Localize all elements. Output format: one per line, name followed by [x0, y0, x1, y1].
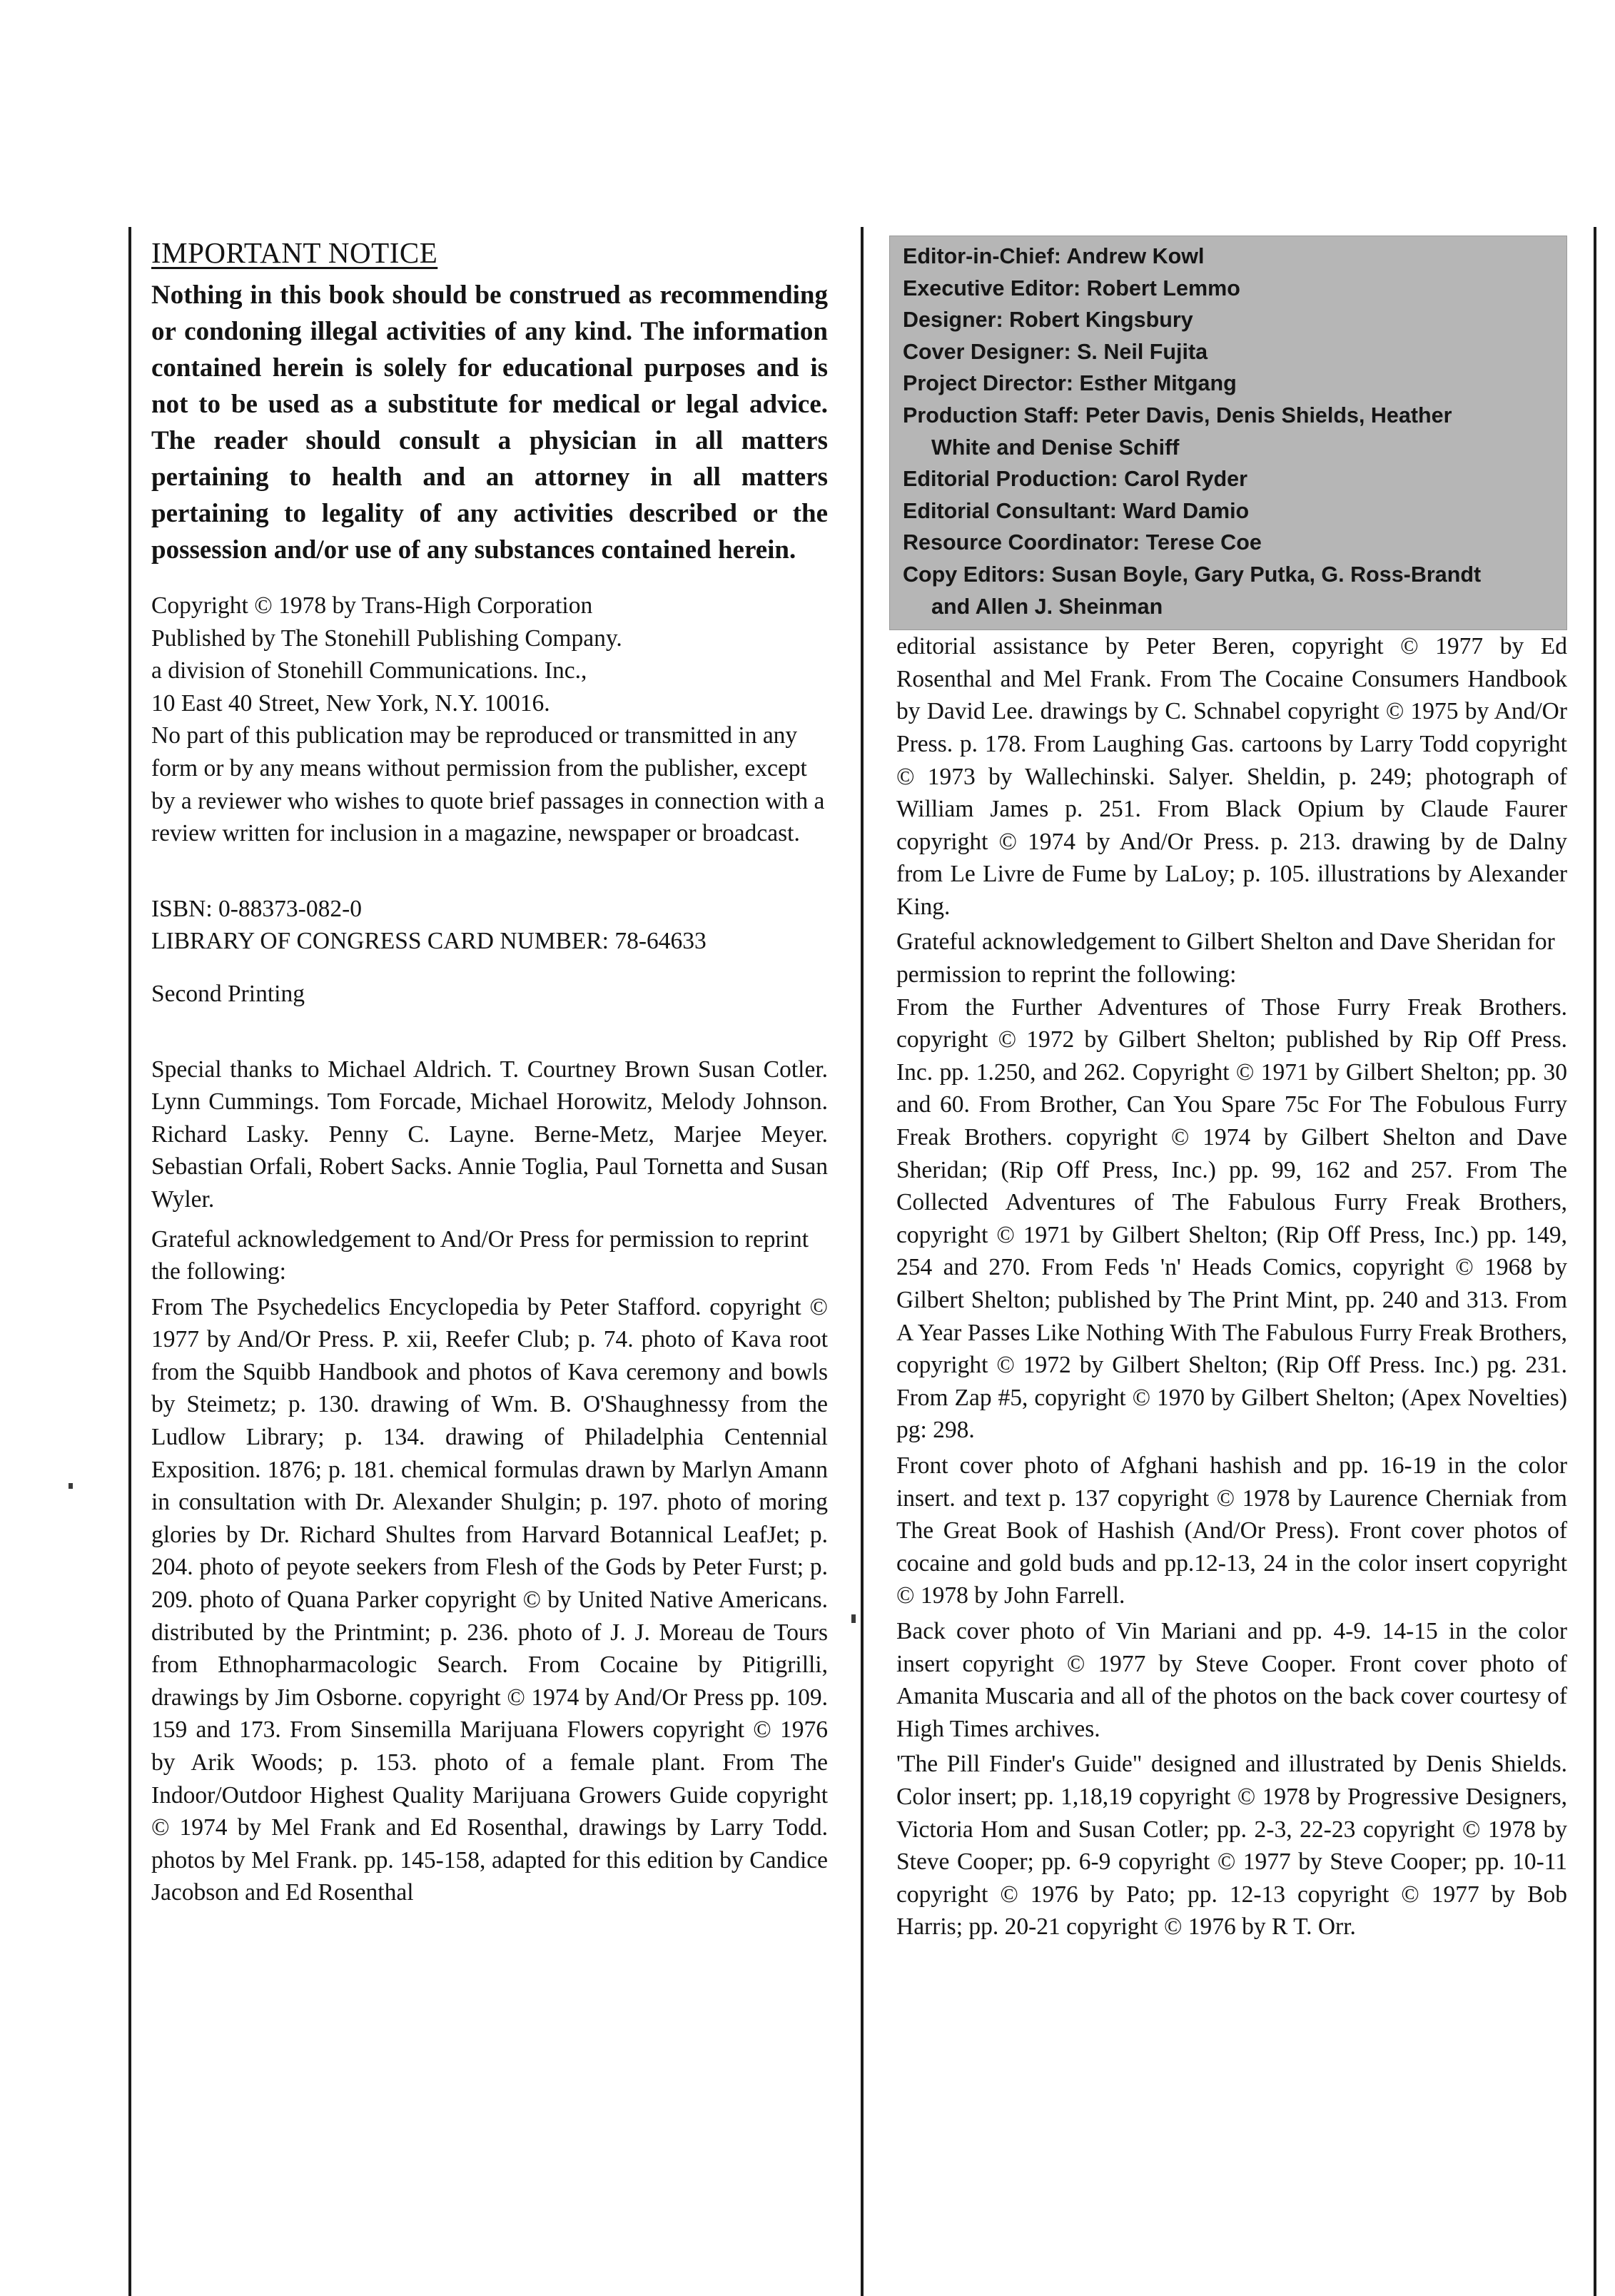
notice-title: IMPORTANT NOTICE — [151, 236, 438, 269]
staff-line: Editorial Production: Carol Ryder — [903, 467, 1247, 492]
ack-shelton: Grateful acknowledgement to Gilbert Shelton and Dave Sheridan for permission to reprint the following: — [896, 929, 1555, 988]
staff-line: Designer: Robert Kingsbury — [903, 308, 1193, 333]
staff-line: Executive Editor: Robert Lemmo — [903, 275, 1240, 300]
copyright-block — [151, 590, 828, 850]
copyright-line: Copyright © 1978 by Trans-High Corporation — [151, 592, 593, 619]
andor-credits: From The Psychedelics Encyclopedia by Peter Stafford. copyright © 1977 by And/Or Press. P. xii, Reefer Club; p. 74. photo of Kava root from the Squibb Handbook and photos of Kava ceremony and bowls by Steimetz; p. 130. drawing of Wm. B. O'Shaughnessy from the Ludlow Library; p. 134. drawing of Philadelphia Centennial Exposition. 1876; p. 181. chemical formulas drawn by Marlyn Amann in consultation with Dr. Alexander Shulgin; p. 197. photo of moring glories by Dr. Richard Shultes from Harvard Botannical LeafJet; p. 204. photo of peyote seekers from Flesh of the Gods by Peter Furst; p. 209. photo of Quana Parker copyright © by United Native Americans. distributed by the Printmint; p. 236. photo of J. J. Moreau de Tours from Ethnopharmacologic Search. From Cocaine by Pitigrilli, drawings by Jim Osborne. copyright © 1974 by And/Or Press pp. 109. 159 and 173. From Sinsemilla Marijuana Flowers copyright © 1976 by Arik Woods; p. 153. photo of a female plant. From The Indoor/Outdoor Highest Quality Marijuana Growers Guide copyright © 1974 by Mel Frank and Ed Rosenthal, drawings by Larry Todd. photos by Mel Frank. pp. 145-158, adapted for this edition by Candice Jacobson and Ed Rosenthal — [151, 1293, 828, 1906]
staff-credits-box — [889, 236, 1567, 630]
back-cover-credits: Back cover photo of Vin Mariani and pp. 4-9. 14-15 in the color insert copyright © 1977 by Steve Cooper. Front cover photo of Amanita Muscaria and all of the photos on the back cover courtesy of High Times archives. — [896, 1617, 1567, 1742]
staff-line: Editorial Consultant: Ward Damio — [903, 498, 1250, 523]
copyright-line: a division of Stonehill Communications. Inc., — [151, 657, 587, 684]
shelton-credits: From the Further Adventures of Those Furry Freak Brothers. copyright © 1972 by Gilbert Shelton; published by Rip Off Press. Inc. pp. 1.250, and 262. Copyright © 1971 by Gilbert Shelton; pp. 30 and 60. From Brother, Can You Spare 75c For The Fobulous Furry Freak Brothers. copyright © 1974 by Gilbert Shelton and Dave Sheridan; (Rip Off Press, Inc.) pp. 99, 162 and 257. From The Collected Adventures of The Fabulous Furry Freak Brothers, copyright © 1971 by Gilbert Shelton; (Rip Off Press, Inc.) pp. 149, 254 and 270. From Feds 'n' Heads Comics, copyright © 1968 by Gilbert Shelton; published by The Print Mint, pp. 240 and 313. From A Year Passes Like Nothing With The Fabulous Furry Freak Brothers, copyright © 1972 by Gilbert Shelton; (Rip Off Press. Inc.) pg. 231. From Zap #5, copyright © 1970 by Gilbert Shelton; (Apex Novelties) pg: 298. — [896, 993, 1567, 1444]
staff-line: Project Director: Esther Mitgang — [903, 371, 1237, 396]
notice-body: Nothing in this book should be construed as recommending or condoning illegal activities of any kind. The information contained herein is solely for educational purposes and is not to be used as a substitute for medical or legal advice. The reader should consult a physician in all matters pertaining to health and an attorney in all matters pertaining to legality of any activities described or the possession and/or use of any substances contained herein. — [151, 280, 828, 565]
printing: Second Printing — [151, 980, 305, 1007]
front-cover-credits: Front cover photo of Afghani hashish and pp. 16-19 in the color insert. and text p. 137 copyright © 1978 by Laurence Cherniak from The Great Book of Hashish (And/Or Press). Front cover photos of cocaine and gold buds and pp.12-13, 24 in the color insert copyright © 1978 by John Farrell. — [896, 1452, 1567, 1609]
lccn: LIBRARY OF CONGRESS CARD NUMBER: 78-64633 — [151, 928, 707, 955]
ack-andor: Grateful acknowledgement to And/Or Press for permission to reprint the following: — [151, 1225, 809, 1285]
staff-line: White and Denise Schiff — [931, 435, 1180, 460]
rights-statement: No part of this publication may be reproduced or transmitted in any form or by any means without permission from the publisher, except by a reviewer who wishes to quote brief passages in connection with a review written for inclusion in a magazine, newspaper or broadcast. — [151, 722, 825, 847]
center-column-rule — [861, 227, 864, 2296]
staff-line: Cover Designer: S. Neil Fujita — [903, 339, 1208, 364]
staff-line: Editor-in-Chief: Andrew Kowl — [903, 244, 1205, 268]
staff-line: Production Staff: Peter Davis, Denis Shields, Heather — [903, 403, 1452, 428]
print-mark — [851, 1614, 856, 1623]
editorial-credits: editorial assistance by Peter Beren, copyright © 1977 by Ed Rosenthal and Mel Frank. From The Cocaine Consumers Handbook by David Lee. drawings by C. Schnabel copyright © 1975 by And/Or Press. p. 178. From Laughing Gas. cartoons by Larry Todd copyright © 1973 by Wallechinski. Salyer. Sheldin, p. 249; photograph of William James p. 251. From Black Opium by Claude Faurer copyright © 1974 by And/Or Press. p. 213. drawing by de Dalny from Le Livre de Fume by LaLoy; p. 105. illustrations by Alexander King. — [896, 633, 1567, 920]
right-column — [896, 236, 1567, 1943]
copyright-line: 10 East 40 Street, New York, N.Y. 10016. — [151, 689, 550, 717]
isbn: ISBN: 0-88373-082-0 — [151, 895, 362, 922]
pill-finder-credits: 'The Pill Finder's Guide" designed and illustrated by Denis Shields. Color insert; pp. 1,18,19 copyright © 1978 by Progressive Designers, Victoria Hom and Susan Cotler; pp. 2-3, 22-23 copyright © 1978 by Steve Cooper; pp. 6-9 copyright © 1977 by Steve Cooper; pp. 10-11 copyright © 1976 by Pato; pp. 12-13 copyright © 1977 by Bob Harris; pp. 20-21 copyright © 1976 by R T. Orr. — [896, 1751, 1567, 1941]
staff-line: and Allen J. Sheinman — [931, 594, 1163, 619]
special-thanks: Special thanks to Michael Aldrich. T. Courtney Brown Susan Cotler. Lynn Cummings. Tom Forcade, Michael Horowitz, Melody Johnson. Richard Lasky. Penny C. Layne. Berne-Metz, Marjee Meyer. Sebastian Orfali, Robert Sacks. Annie Toglia, Paul Tornetta and Susan Wyler. — [151, 1056, 828, 1213]
left-column-rule — [128, 227, 131, 2296]
left-column — [151, 236, 828, 1909]
right-column-rule — [1594, 227, 1596, 2296]
staff-line: Copy Editors: Susan Boyle, Gary Putka, G. Ross-Brandt — [903, 562, 1482, 587]
print-mark — [69, 1483, 73, 1489]
copyright-line: Published by The Stonehill Publishing Company. — [151, 624, 622, 652]
staff-line: Resource Coordinator: Terese Coe — [903, 530, 1262, 555]
